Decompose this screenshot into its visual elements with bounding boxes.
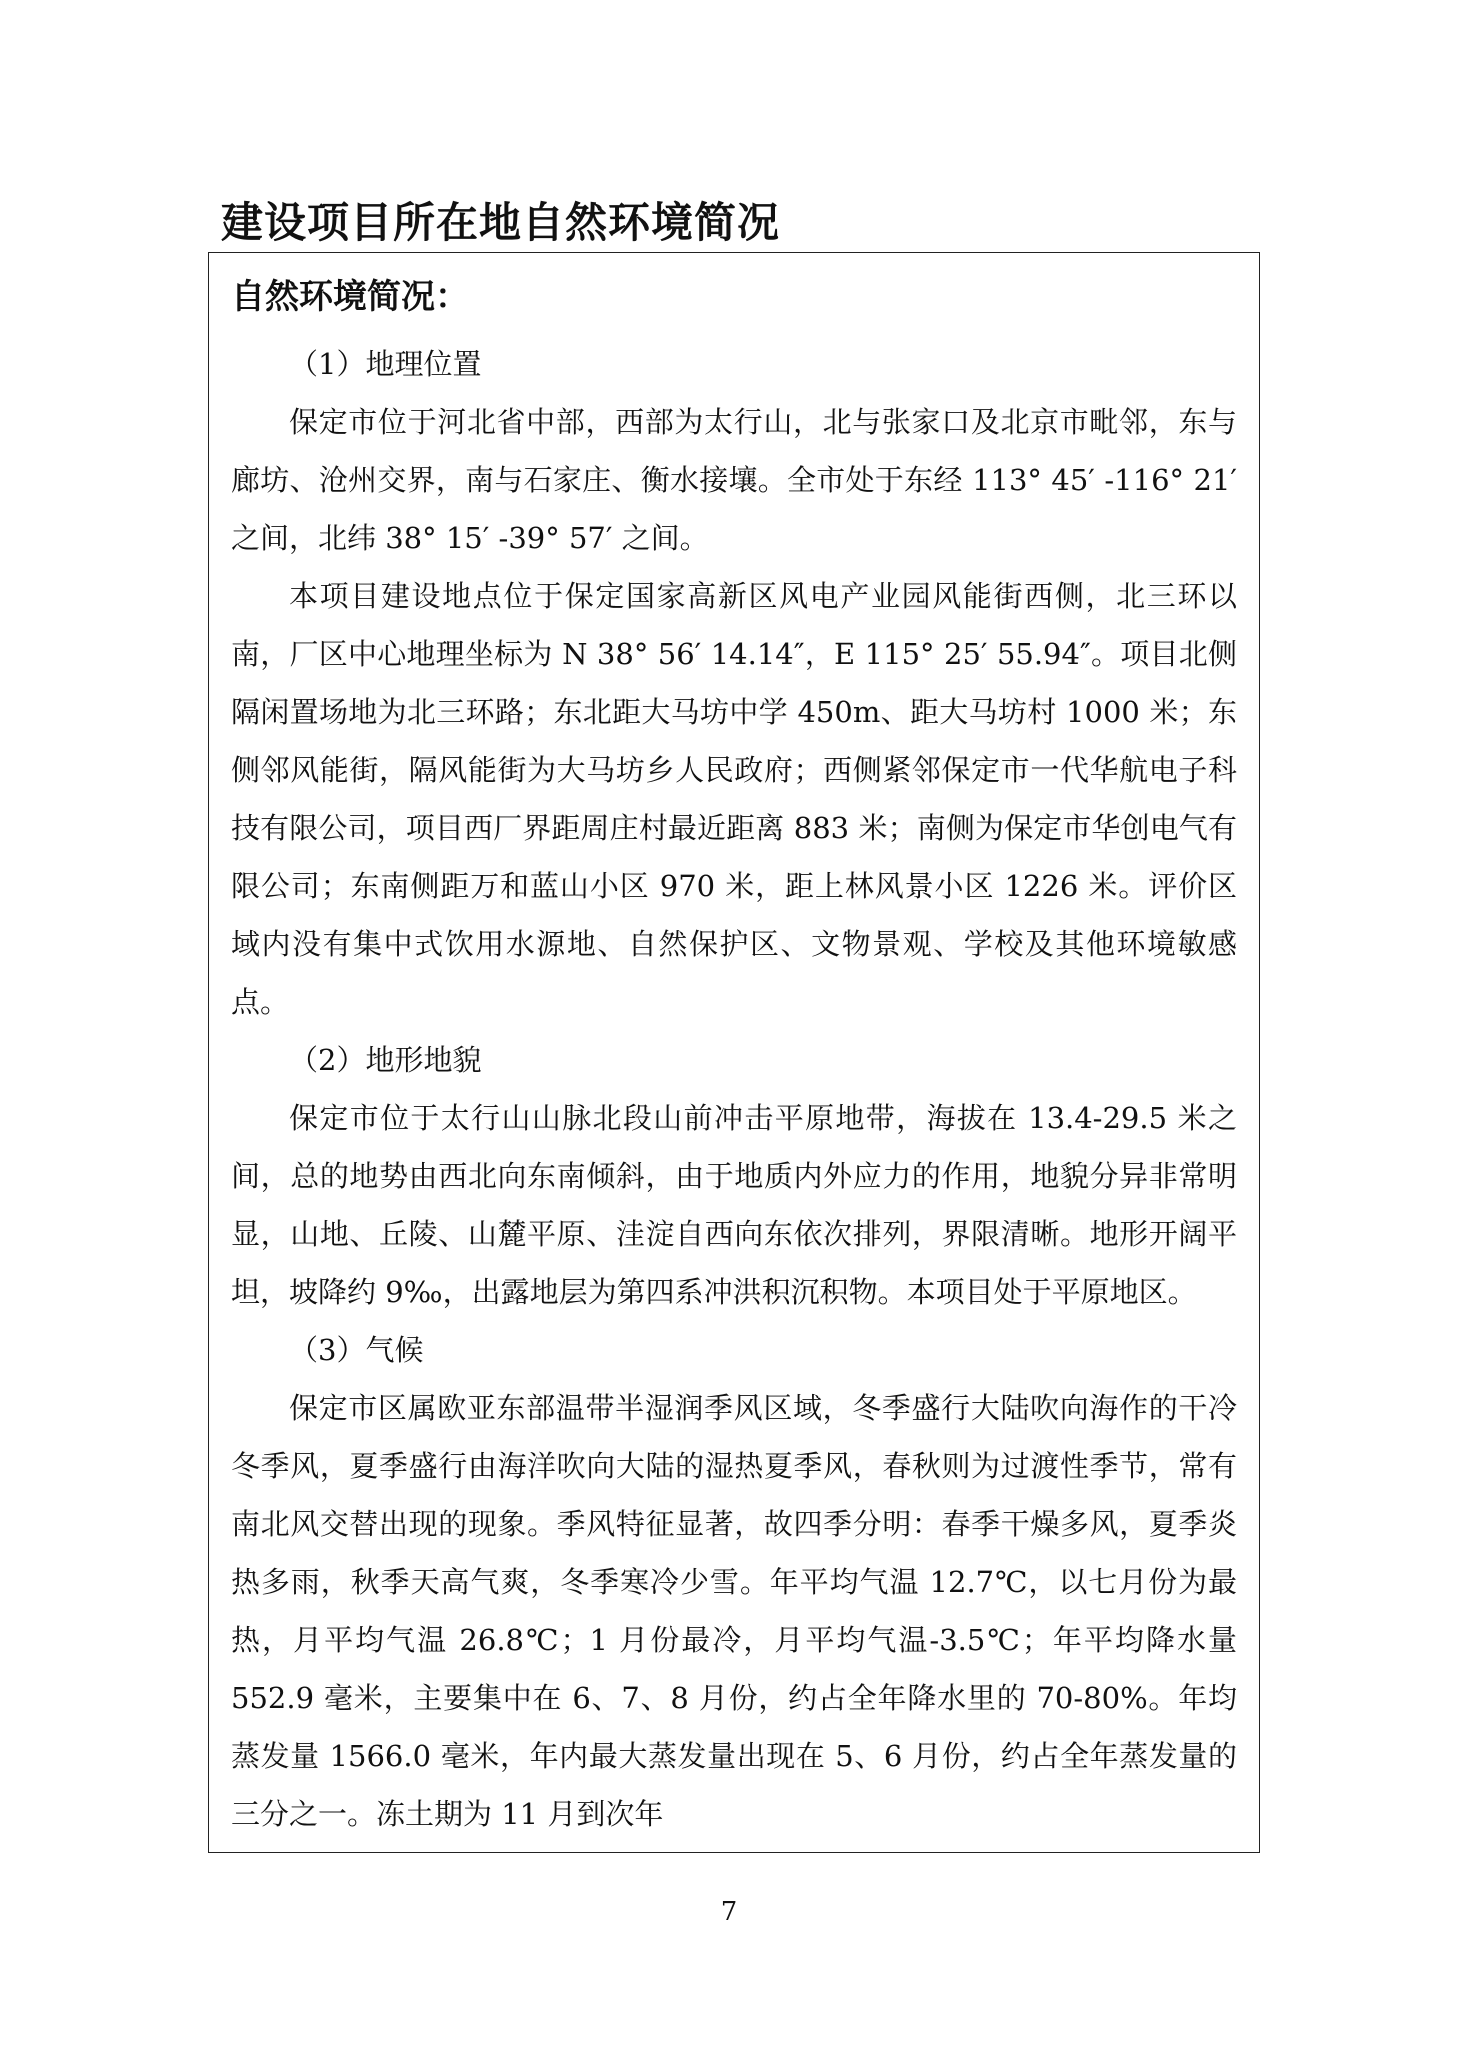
section-heading-terrain: （2）地形地貌 [289, 1043, 482, 1077]
box-heading: 自然环境简况： [231, 277, 469, 317]
page-number: 7 [720, 1897, 738, 1927]
page-title: 建设项目所在地自然环境简况 [221, 198, 781, 247]
section-heading-climate: （3）气候 [289, 1333, 424, 1367]
paragraph-location-overview: 保定市位于河北省中部，西部为太行山，北与张家口及北京市毗邻，东与廊坊、沧州交界，南与石家庄、衡水接壤。全市处于东经 113° 45′ -116° 21′ 之间，北纬 38° 15′ -39° 57′ 之间。 [231, 405, 1237, 555]
section-heading-location: （1）地理位置 [289, 347, 482, 381]
content-box [208, 252, 1260, 1853]
paragraph-climate: 保定市区属欧亚东部温带半湿润季风区域，冬季盛行大陆吹向海作的干冷冬季风，夏季盛行由海洋吹向大陆的湿热夏季风，春秋则为过渡性季节，常有南北风交替出现的现象。季风特征显著，故四季分明：春季干燥多风，夏季炎热多雨，秋季天高气爽，冬季寒冷少雪。年平均气温 12.7℃，以七月份为最热，月平均气温 26.8℃；1 月份最冷，月平均气温-3.5℃；年平均降水量 552.9 毫米，主要集中在 6、7、8 月份，约占全年降水里的 70-80%。年均蒸发量 1566.0 毫米，年内最大蒸发量出现在 5、6 月份，约占全年蒸发量的三分之一。冻土期为 11 月到次年 [231, 1391, 1237, 1831]
paragraph-project-site: 本项目建设地点位于保定国家高新区风电产业园风能街西侧，北三环以南，厂区中心地理坐标为 N 38° 56′ 14.14″，E 115° 25′ 55.94″。项目北侧隔闲置场地为北三环路；东北距大马坊中学 450m、距大马坊村 1000 米；东侧邻风能街，隔风能街为大马坊乡人民政府；西侧紧邻保定市一代华航电子科技有限公司，项目西厂界距周庄村最近距离 883 米；南侧为保定市华创电气有限公司；东南侧距万和蓝山小区 970 米，距上林风景小区 1226 米。评价区域内没有集中式饮用水源地、自然保护区、文物景观、学校及其他环境敏感点。 [231, 579, 1237, 1019]
paragraph-terrain: 保定市位于太行山山脉北段山前冲击平原地带，海拔在 13.4-29.5 米之间，总的地势由西北向东南倾斜，由于地质内外应力的作用，地貌分异非常明显，山地、丘陵、山麓平原、洼淀自西向东依次排列，界限清晰。地形开阔平坦，坡降约 9‰，出露地层为第四系冲洪积沉积物。本项目处于平原地区。 [231, 1101, 1237, 1309]
